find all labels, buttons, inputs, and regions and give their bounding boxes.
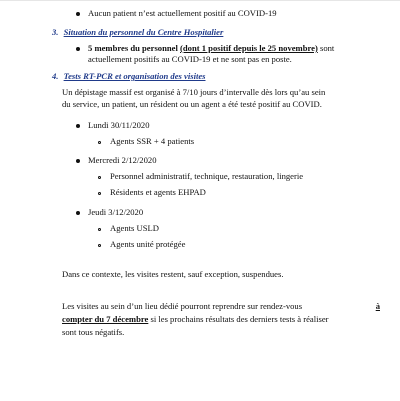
section3-title: Situation du personnel du Centre Hospitalier: [63, 27, 224, 37]
day-item: Agents SSR + 4 patients: [110, 136, 195, 146]
section3-number: 3.: [52, 27, 59, 37]
section4-heading: [52, 71, 206, 82]
intro-line-1: Un dépistage massif est organisé à 7/10 jours d’intervalle dès lors qu’au sein: [62, 87, 326, 97]
bullet-dot: [76, 159, 80, 163]
visits-line-2: [62, 314, 329, 325]
section3-heading: [52, 27, 223, 38]
visits-text-start: Les visites au sein d’un lieu dédié pourront reprendre sur rendez-vous: [62, 301, 303, 311]
sub-bullet-ring: [98, 141, 101, 144]
intro-line-2: du service, un patient, un résident ou un agent a été testé positif au COVID.: [62, 99, 322, 109]
section4-title: Tests RT-PCR et organisation des visites: [63, 71, 206, 81]
sub-bullet-ring: [98, 192, 101, 195]
bullet-dot: [76, 211, 80, 215]
day-item: Agents unité protégée: [110, 239, 186, 249]
visits-condition: si les prochains résultats des derniers tests à réaliser: [150, 314, 329, 324]
visits-line-1: [62, 301, 380, 312]
visits-date-start: à: [375, 301, 380, 311]
sub-bullet-ring: [98, 228, 101, 231]
bullet-dot: [76, 47, 80, 51]
section2-item: Aucun patient n’est actuellement positif au COVID-19: [88, 8, 277, 18]
day-item: Personnel administratif, technique, restauration, lingerie: [110, 171, 304, 181]
bullet-dot: [76, 12, 80, 16]
day-label: Lundi 30/11/2020: [88, 120, 150, 130]
section3-item-line2: actuellement positifs au COVID-19 et ne sont pas en poste.: [88, 54, 292, 64]
bullet-dot: [76, 124, 80, 128]
day-label: Jeudi 3/12/2020: [88, 207, 144, 217]
sub-bullet-ring: [98, 244, 101, 247]
visits-line-3: sont tous négatifs.: [62, 327, 125, 337]
day-item: Agents USLD: [110, 223, 159, 233]
section3-item-line1: [88, 43, 334, 54]
section4-number: 4.: [52, 71, 59, 81]
staff-positive-note: (dont 1 positif depuis le 25 novembre): [180, 43, 318, 53]
visits-date: compter du 7 décembre: [62, 314, 149, 324]
staff-count: 5 membres du personnel: [88, 43, 178, 53]
context-line: Dans ce contexte, les visites restent, sauf exception, suspendues.: [62, 269, 284, 279]
day-label: Mercredi 2/12/2020: [88, 155, 157, 165]
day-item: Résidents et agents EHPAD: [110, 187, 206, 197]
staff-rest: sont: [319, 43, 335, 53]
sub-bullet-ring: [98, 176, 101, 179]
